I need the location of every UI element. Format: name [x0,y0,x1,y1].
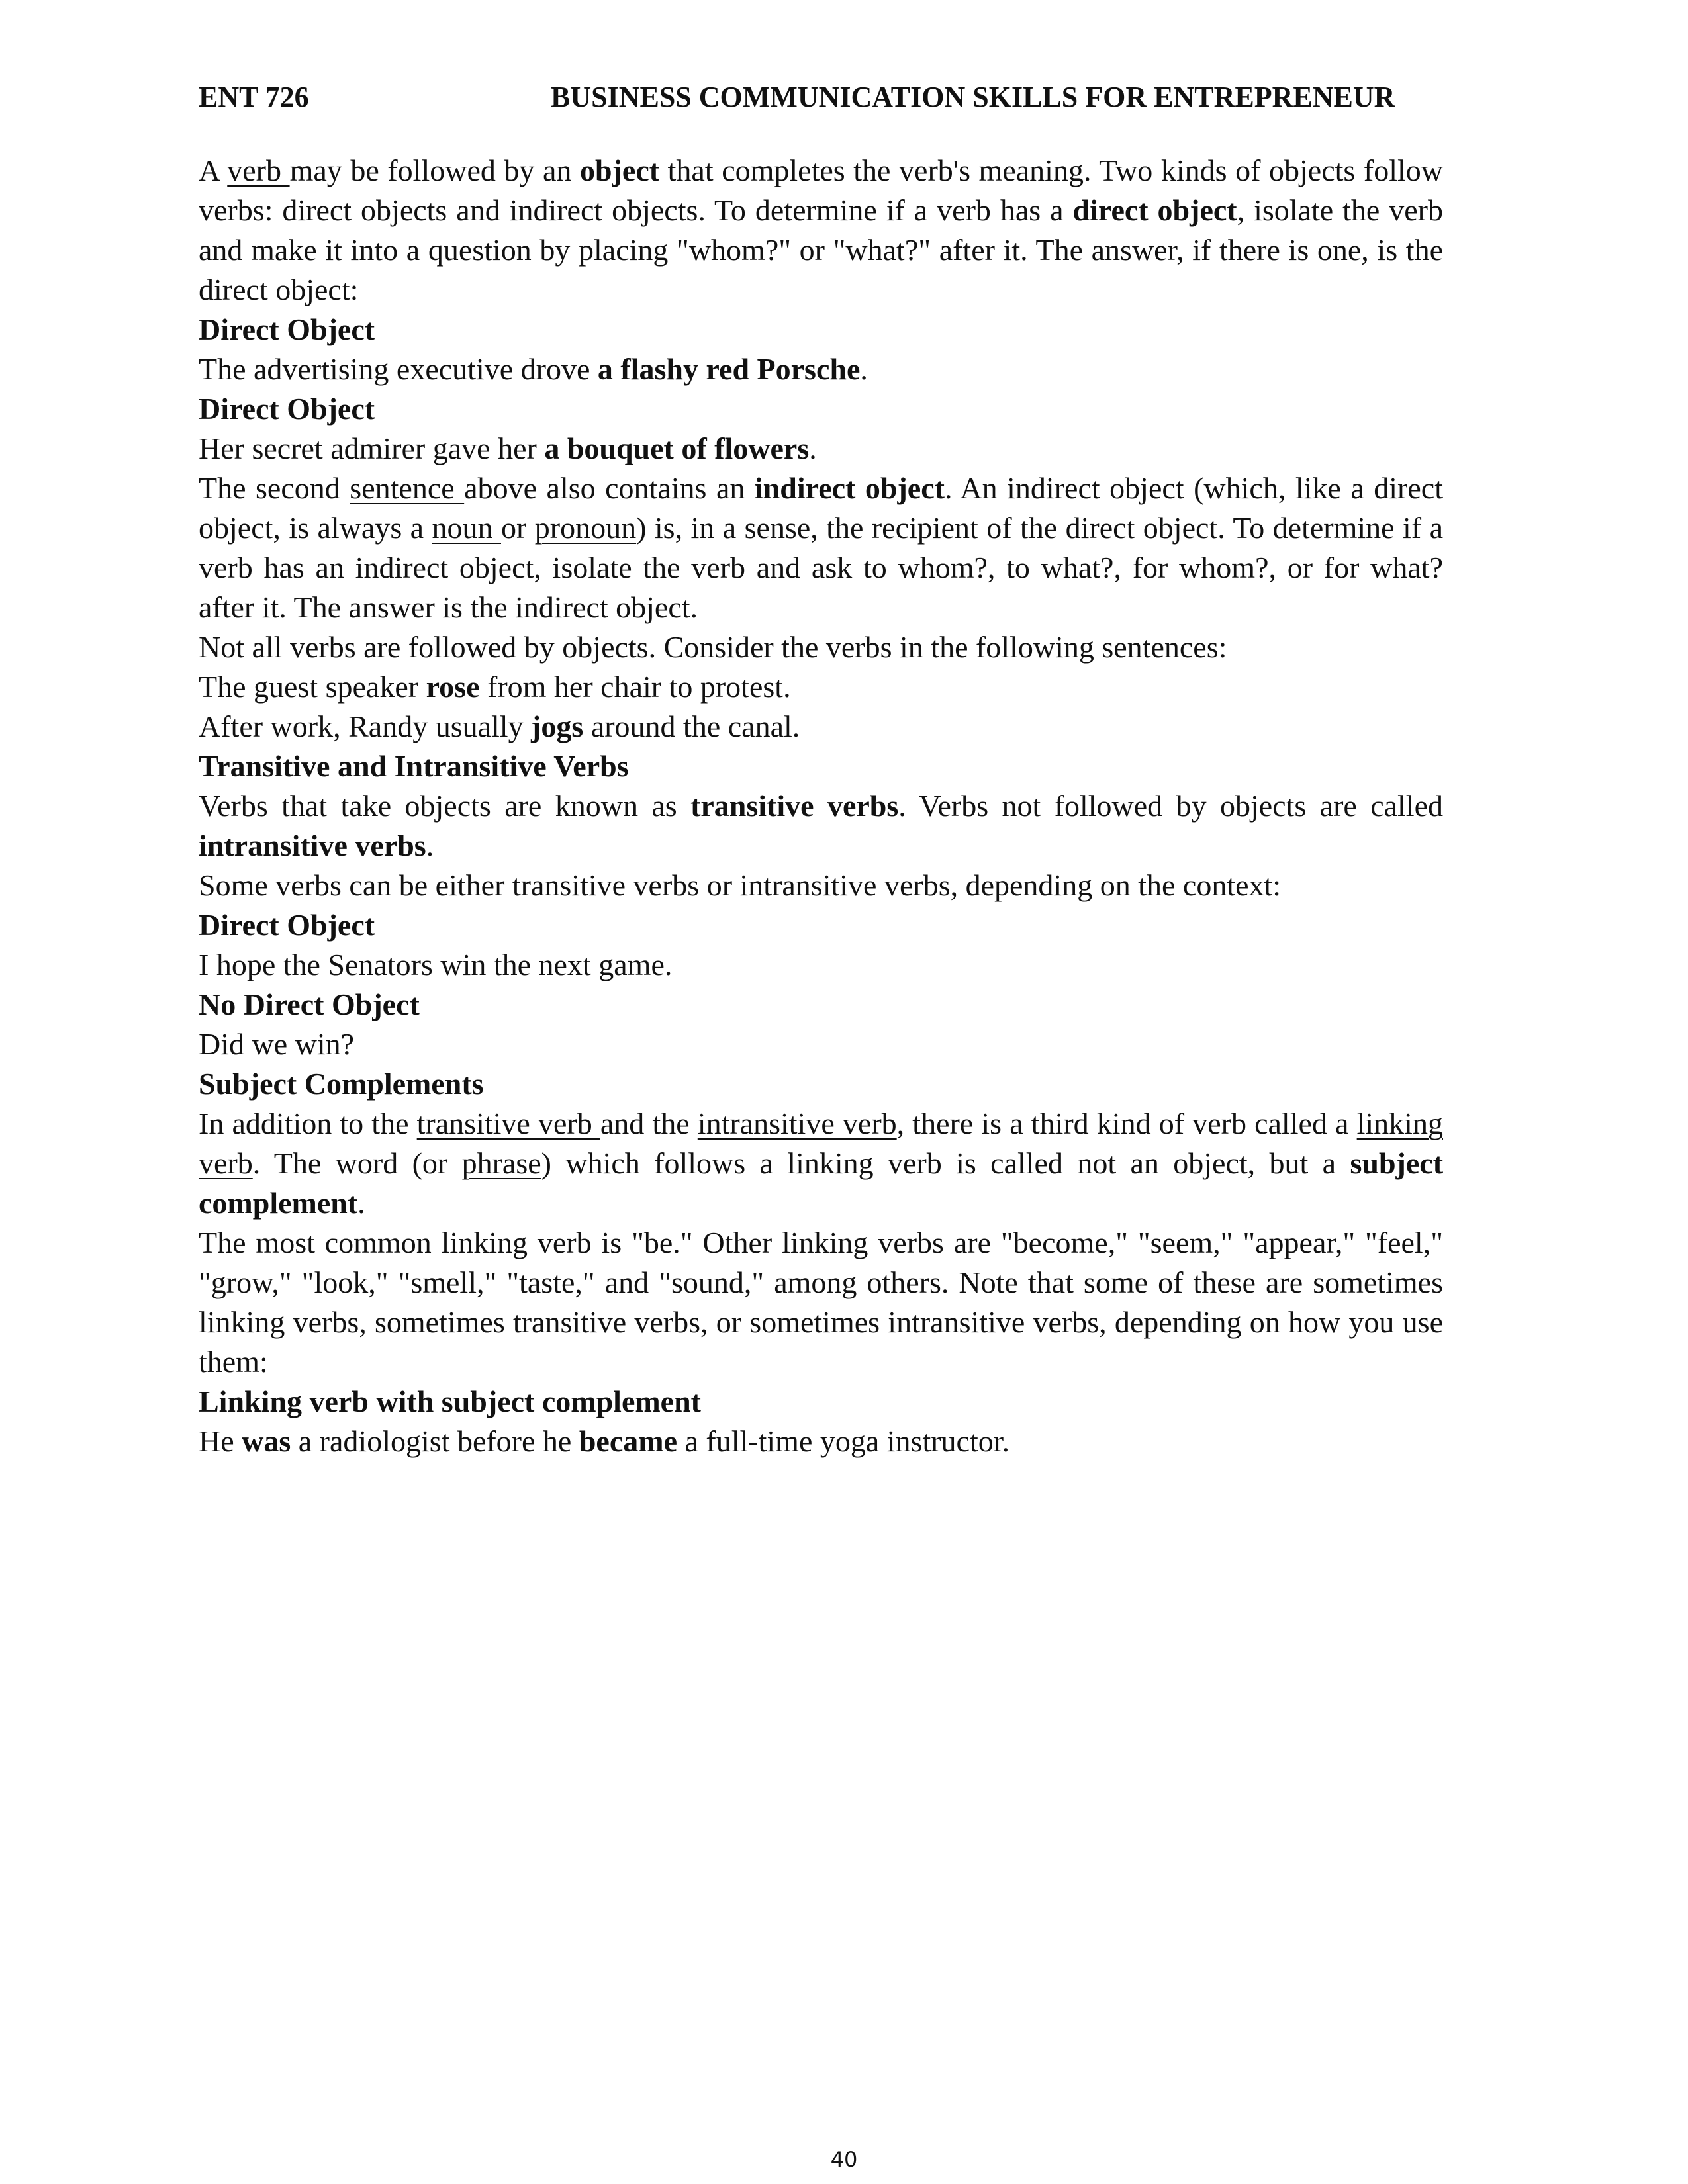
link-linking-verb[interactable]: linking verb [199,1107,1443,1180]
bold-term: a flashy red Porsche [597,352,861,386]
paragraph-context: Some verbs can be either transitive verbs or intransitive verbs, depending on the context: [199,868,1282,902]
text-run: . [357,1186,365,1220]
text-run: The second [199,471,350,505]
bold-term: a bouquet of flowers [544,432,810,465]
paragraph-object-intro [199,151,1443,310]
paragraph-indirect-object [199,469,1443,627]
text-run: that completes the verb's meaning. Two kinds of objects follow verbs: direct objects and indirect objects. To determine if a verb has a [199,154,1443,227]
bold-term: indirect object [754,471,945,505]
bold-term: object [580,154,660,187]
link-sentence[interactable]: sentence [350,471,465,505]
bold-term: transitive verbs [690,789,899,823]
text-run: . The word (or [252,1146,462,1180]
paragraph-transitive [199,786,1443,866]
page-number: 40 [830,2147,858,2172]
example-sentence: Did we win? [199,1027,355,1061]
course-code: ENT 726 [199,81,309,113]
example-sentence [199,429,1443,469]
example-sentence: I hope the Senators win the next game. [199,948,673,981]
link-intransitive-verb[interactable]: intransitive verb [697,1107,897,1140]
bold-term: subject complement [199,1146,1444,1220]
text-run: Verbs that take objects are known as [199,789,691,823]
page [199,74,1443,1461]
text-run: around the canal. [583,709,800,743]
link-phrase[interactable]: phrase [461,1146,541,1180]
bold-term: jogs [531,709,584,743]
heading-direct-object: Direct Object [199,312,375,346]
paragraph-common-linking-verbs: The most common linking verb is "be." Other linking verbs are "become," "seem," "appear," "feel," "grow," "look," "smell," "taste," and "sound," among others. Note that some of these are sometimes linking verbs, sometimes transitive verbs, or sometimes intransitive verbs, depending on how you use them: [199,1226,1443,1379]
text-run: Her secret admirer gave her [199,432,545,465]
text-run: and the [600,1107,698,1140]
heading-transitive-intransitive: Transitive and Intransitive Verbs [199,749,629,783]
heading-subject-complements: Subject Complements [199,1067,484,1101]
text-run: The advertising executive drove [199,352,598,386]
text-run: ) which follows a linking verb is called not an object, but a [541,1146,1350,1180]
text-run: After work, Randy usually [199,709,532,743]
link-pronoun[interactable]: pronoun [534,511,637,545]
text-run: A [199,154,228,187]
text-run: a full-time yoga instructor. [677,1424,1010,1458]
text-run: . An indirect object (which, like a direct object, is always a [199,471,1443,545]
heading-direct-object: Direct Object [199,908,375,942]
text-run: ) is, in a sense, the recipient of the direct object. To determine if a verb has an indirect object, isolate the verb and ask to whom?, to what?, for whom?, or for what? after it. The answer is the indirect object. [199,511,1443,624]
heading-direct-object: Direct Object [199,392,375,426]
text-run: In addition to the [199,1107,417,1140]
text-run: . [809,432,817,465]
running-header [199,74,1443,120]
text-run: a radiologist before he [291,1424,579,1458]
text-run: or [501,511,535,545]
bold-term: was [242,1424,291,1458]
course-title: BUSINESS COMMUNICATION SKILLS FOR ENTREPRENEUR [551,81,1395,113]
text-run: from her chair to protest. [479,670,791,704]
link-verb[interactable]: verb [227,154,290,187]
link-transitive-verb[interactable]: transitive verb [416,1107,600,1140]
link-noun[interactable]: noun [432,511,501,545]
text-run: The guest speaker [199,670,426,704]
heading-no-direct-object: No Direct Object [199,987,420,1021]
text-run: . [426,829,434,862]
text-run: , isolate the verb and make it into a question by placing "whom?" or "what?" after it. The answer, if there is one, is the direct object: [199,193,1443,306]
text-run: , there is a third kind of verb called a [896,1107,1357,1140]
paragraph-no-objects: Not all verbs are followed by objects. Consider the verbs in the following sentences: [199,630,1227,664]
text-run: . [860,352,868,386]
bold-term: intransitive verbs [199,829,426,862]
bold-term: direct object [1072,193,1237,227]
example-sentence [199,349,1443,389]
text-run: above also contains an [464,471,755,505]
bold-term: became [579,1424,677,1458]
heading-linking-verb-complement: Linking verb with subject complement [199,1385,701,1418]
text-run: He [199,1424,242,1458]
document-body [199,151,1443,1461]
example-sentence [199,667,1443,707]
example-sentence [199,1422,1443,1461]
bold-term: rose [426,670,480,704]
example-sentence [199,707,1443,747]
text-run: . Verbs not followed by objects are called [898,789,1443,823]
text-run: may be followed by an [289,154,581,187]
paragraph-linking-verb [199,1104,1443,1223]
